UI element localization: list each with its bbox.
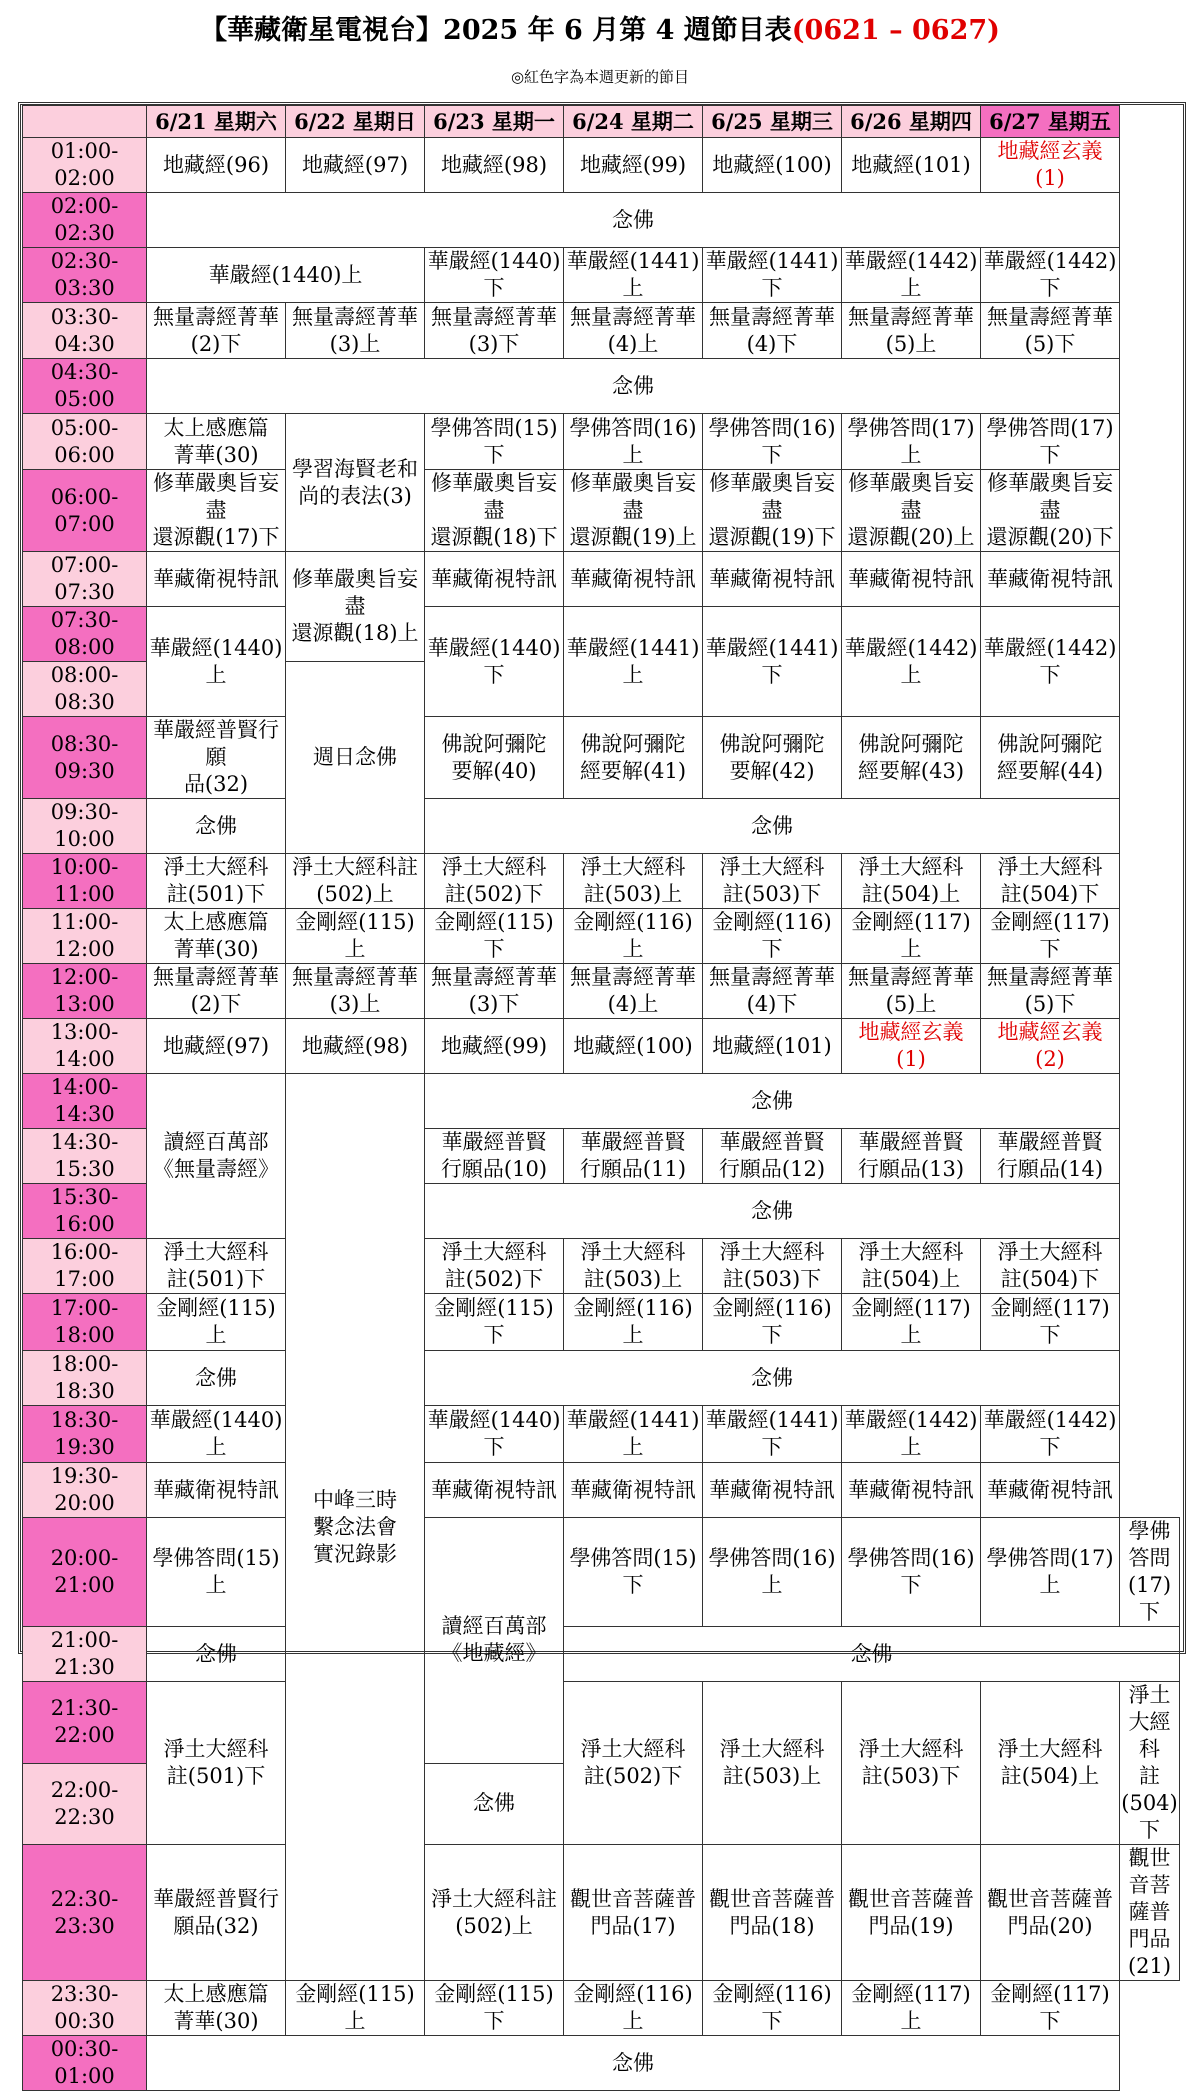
program-cell: 金剛經(115) 上 bbox=[286, 909, 425, 964]
program-cell: 華藏衛視特訊 bbox=[703, 552, 842, 607]
program-cell: 金剛經(116) 下 bbox=[703, 909, 842, 964]
program-cell: 華嚴經普賢 行願品(11) bbox=[564, 1129, 703, 1184]
program-cell: 華嚴經(1440) 下 bbox=[425, 248, 564, 303]
program-cell: 地藏經(100) bbox=[703, 138, 842, 193]
program-cell: 地藏經(101) bbox=[703, 1019, 842, 1074]
time-slot: 22:30-23:30 bbox=[23, 1845, 147, 1981]
time-slot: 18:00-18:30 bbox=[23, 1351, 147, 1406]
program-cell: 佛說阿彌陀 經要解(41) bbox=[564, 717, 703, 799]
table-row bbox=[23, 1351, 1180, 1406]
program-cell: 太上感應篇 菁華(30) bbox=[147, 909, 286, 964]
time-slot: 20:00-21:00 bbox=[23, 1518, 147, 1627]
program-cell: 無量壽經菁華 (5)下 bbox=[981, 964, 1120, 1019]
time-slot: 19:30-20:00 bbox=[23, 1463, 147, 1518]
table-row bbox=[23, 1239, 1180, 1294]
time-slot: 21:00-21:30 bbox=[23, 1627, 147, 1682]
program-cell: 華嚴經普賢 行願品(10) bbox=[425, 1129, 564, 1184]
title-main: 【華藏衛星電視台】2025 年 6 月第 4 週節目表 bbox=[200, 15, 792, 46]
program-cell: 金剛經(117) 上 bbox=[842, 909, 981, 964]
program-cell: 金剛經(116) 上 bbox=[564, 1294, 703, 1351]
program-cell: 淨土大經科 註(504)上 bbox=[981, 1682, 1120, 1845]
table-row bbox=[23, 193, 1180, 248]
program-cell: 修華嚴奧旨妄盡 還源觀(20)下 bbox=[981, 470, 1120, 552]
program-cell: 金剛經(117) 下 bbox=[981, 909, 1120, 964]
table-row bbox=[23, 1294, 1180, 1351]
table-row bbox=[23, 1074, 1180, 1129]
program-cell: 觀世音菩薩普 門品(20) bbox=[981, 1845, 1120, 1981]
table-row bbox=[23, 1981, 1180, 2036]
time-slot: 22:00-22:30 bbox=[23, 1763, 147, 1845]
program-cell: 無量壽經菁華 (3)下 bbox=[425, 964, 564, 1019]
table-row bbox=[23, 248, 1180, 303]
program-cell: 華藏衛視特訊 bbox=[425, 552, 564, 607]
table-row bbox=[23, 414, 1180, 470]
program-cell: 金剛經(117) 上 bbox=[842, 1294, 981, 1351]
program-cell: 念佛 bbox=[425, 799, 1120, 854]
title-range: (0621 – 0627) bbox=[791, 15, 1000, 46]
program-cell: 地藏經(98) bbox=[425, 138, 564, 193]
program-cell: 淨土大經科 註(504)上 bbox=[842, 1239, 981, 1294]
program-cell: 無量壽經菁華 (5)上 bbox=[842, 303, 981, 359]
program-cell: 華嚴經(1442) 下 bbox=[981, 607, 1120, 717]
program-cell: 學佛答問(16) 上 bbox=[564, 414, 703, 470]
table-row bbox=[23, 964, 1180, 1019]
program-cell: 無量壽經菁華 (4)下 bbox=[703, 964, 842, 1019]
table-row bbox=[23, 552, 1180, 607]
time-slot: 07:30-08:00 bbox=[23, 607, 147, 662]
program-cell: 學佛答問(17) 下 bbox=[1120, 1518, 1180, 1627]
program-cell: 淨土大經科 註(501)下 bbox=[147, 1239, 286, 1294]
day-header: 6/23 星期一 bbox=[425, 106, 564, 138]
program-cell: 讀經百萬部 《無量壽經》 bbox=[147, 1074, 286, 1239]
program-cell: 太上感應篇 菁華(30) bbox=[147, 414, 286, 470]
program-cell: 金剛經(117) 上 bbox=[842, 1981, 981, 2036]
program-cell: 華嚴經(1441) 下 bbox=[703, 1406, 842, 1463]
program-cell: 地藏經玄義 (1) bbox=[842, 1019, 981, 1074]
program-cell: 修華嚴奧旨妄盡 還源觀(19)下 bbox=[703, 470, 842, 552]
program-cell: 淨土大經科註 (502)上 bbox=[425, 1845, 564, 1981]
time-slot: 07:00-07:30 bbox=[23, 552, 147, 607]
program-cell: 金剛經(115) 上 bbox=[286, 1981, 425, 2036]
program-cell: 金剛經(116) 下 bbox=[703, 1981, 842, 2036]
time-slot: 13:00-14:00 bbox=[23, 1019, 147, 1074]
program-cell: 淨土大經科 註(504)下 bbox=[981, 854, 1120, 909]
program-cell: 淨土大經科 註(504)下 bbox=[1120, 1682, 1180, 1845]
time-slot: 08:30-09:30 bbox=[23, 717, 147, 799]
program-cell: 學佛答問(16) 上 bbox=[703, 1518, 842, 1627]
program-cell: 學佛答問(16) 下 bbox=[703, 414, 842, 470]
time-slot: 05:00-06:00 bbox=[23, 414, 147, 470]
table-row bbox=[23, 1518, 1180, 1627]
program-cell: 金剛經(117) 下 bbox=[981, 1981, 1120, 2036]
program-cell: 地藏經(99) bbox=[425, 1019, 564, 1074]
program-cell: 淨土大經科 註(503)下 bbox=[842, 1682, 981, 1845]
program-cell: 念佛 bbox=[425, 1351, 1120, 1406]
program-cell: 華嚴經(1440) 上 bbox=[147, 1406, 286, 1463]
program-cell: 念佛 bbox=[425, 1763, 564, 1845]
table-row bbox=[23, 1627, 1180, 1682]
program-cell: 地藏經(97) bbox=[147, 1019, 286, 1074]
program-cell: 修華嚴奧旨妄盡 還源觀(17)下 bbox=[147, 470, 286, 552]
table-row bbox=[23, 799, 1180, 854]
program-cell: 地藏經(100) bbox=[564, 1019, 703, 1074]
program-cell: 華嚴經(1440) 下 bbox=[425, 1406, 564, 1463]
program-cell: 無量壽經菁華 (4)下 bbox=[703, 303, 842, 359]
program-cell: 金剛經(115) 下 bbox=[425, 909, 564, 964]
program-cell: 學習海賢老和 尚的表法(3) bbox=[286, 414, 425, 552]
program-cell: 淨土大經科 註(503)上 bbox=[564, 854, 703, 909]
program-cell: 金剛經(115) 下 bbox=[425, 1981, 564, 2036]
program-cell: 地藏經(98) bbox=[286, 1019, 425, 1074]
program-cell: 念佛 bbox=[147, 2036, 1120, 2091]
day-header: 6/24 星期二 bbox=[564, 106, 703, 138]
program-cell: 華嚴經(1440) 上 bbox=[147, 607, 286, 717]
program-cell: 華藏衛視特訊 bbox=[981, 552, 1120, 607]
program-cell: 學佛答問(17) 上 bbox=[981, 1518, 1120, 1627]
program-cell: 華嚴經(1441) 上 bbox=[564, 248, 703, 303]
program-cell: 念佛 bbox=[147, 799, 286, 854]
program-cell: 淨土大經科 註(502)下 bbox=[564, 1682, 703, 1845]
time-slot: 16:00-17:00 bbox=[23, 1239, 147, 1294]
table-row bbox=[23, 717, 1180, 799]
day-header: 6/21 星期六 bbox=[147, 106, 286, 138]
program-cell: 華藏衛視特訊 bbox=[147, 552, 286, 607]
time-slot: 03:30-04:30 bbox=[23, 303, 147, 359]
header-corner bbox=[23, 106, 147, 138]
program-cell: 無量壽經菁華 (5)上 bbox=[842, 964, 981, 1019]
time-slot: 04:30-05:00 bbox=[23, 359, 147, 414]
day-header: 6/25 星期三 bbox=[703, 106, 842, 138]
program-cell: 觀世音菩薩普 門品(19) bbox=[842, 1845, 981, 1981]
program-cell: 無量壽經菁華 (3)上 bbox=[286, 964, 425, 1019]
table-row bbox=[23, 1682, 1180, 1764]
program-cell: 華藏衛視特訊 bbox=[842, 552, 981, 607]
program-cell: 淨土大經科 註(501)下 bbox=[147, 854, 286, 909]
program-cell: 佛說阿彌陀 經要解(44) bbox=[981, 717, 1120, 799]
program-cell: 學佛答問(15) 下 bbox=[425, 414, 564, 470]
header-row bbox=[23, 106, 1180, 138]
program-cell: 修華嚴奧旨妄盡 還源觀(18)上 bbox=[286, 552, 425, 662]
program-cell: 修華嚴奧旨妄盡 還源觀(19)上 bbox=[564, 470, 703, 552]
program-cell: 華嚴經普賢 行願品(13) bbox=[842, 1129, 981, 1184]
program-cell: 淨土大經科 註(503)下 bbox=[703, 1239, 842, 1294]
program-cell: 念佛 bbox=[564, 1627, 1180, 1682]
table-row bbox=[23, 138, 1180, 193]
program-cell: 華嚴經普賢 行願品(14) bbox=[981, 1129, 1120, 1184]
time-slot: 17:00-18:00 bbox=[23, 1294, 147, 1351]
program-cell: 金剛經(115) 上 bbox=[147, 1294, 286, 1351]
time-slot: 11:00-12:00 bbox=[23, 909, 147, 964]
program-cell: 念佛 bbox=[147, 1627, 286, 1682]
table-row bbox=[23, 1406, 1180, 1463]
program-cell: 華藏衛視特訊 bbox=[425, 1463, 564, 1518]
program-cell: 華藏衛視特訊 bbox=[564, 552, 703, 607]
program-cell: 淨土大經科 註(502)下 bbox=[425, 854, 564, 909]
program-cell: 金剛經(115) 下 bbox=[425, 1294, 564, 1351]
program-cell: 華嚴經普賢 行願品(12) bbox=[703, 1129, 842, 1184]
program-cell: 無量壽經菁華 (3)上 bbox=[286, 303, 425, 359]
program-cell: 念佛 bbox=[147, 193, 1120, 248]
table-row bbox=[23, 359, 1180, 414]
program-cell: 佛說阿彌陀 要解(40) bbox=[425, 717, 564, 799]
program-cell: 金剛經(116) 下 bbox=[703, 1294, 842, 1351]
program-cell: 淨土大經科 註(504)下 bbox=[981, 1239, 1120, 1294]
program-cell: 金剛經(117) 下 bbox=[981, 1294, 1120, 1351]
table-row bbox=[23, 1845, 1180, 1981]
time-slot: 00:30-01:00 bbox=[23, 2036, 147, 2091]
time-slot: 12:00-13:00 bbox=[23, 964, 147, 1019]
program-cell: 華藏衛視特訊 bbox=[564, 1463, 703, 1518]
program-cell: 華藏衛視特訊 bbox=[147, 1463, 286, 1518]
time-slot: 08:00-08:30 bbox=[23, 662, 147, 717]
time-slot: 18:30-19:30 bbox=[23, 1406, 147, 1463]
program-cell: 學佛答問(17) 下 bbox=[981, 414, 1120, 470]
program-cell: 地藏經(99) bbox=[564, 138, 703, 193]
program-cell: 金剛經(116) 上 bbox=[564, 909, 703, 964]
time-slot: 15:30-16:00 bbox=[23, 1184, 147, 1239]
program-cell: 念佛 bbox=[147, 1351, 286, 1406]
program-cell: 學佛答問(17) 上 bbox=[842, 414, 981, 470]
program-cell: 無量壽經菁華 (4)上 bbox=[564, 303, 703, 359]
program-cell: 淨土大經科 註(503)上 bbox=[703, 1682, 842, 1845]
program-cell: 華嚴經(1442) 上 bbox=[842, 1406, 981, 1463]
day-header: 6/22 星期日 bbox=[286, 106, 425, 138]
program-cell: 念佛 bbox=[425, 1074, 1120, 1129]
program-cell: 華嚴經(1441) 上 bbox=[564, 607, 703, 717]
program-cell: 華嚴經(1442) 下 bbox=[981, 248, 1120, 303]
table-row bbox=[23, 1463, 1180, 1518]
program-cell: 華藏衛視特訊 bbox=[703, 1463, 842, 1518]
program-cell: 無量壽經菁華 (4)上 bbox=[564, 964, 703, 1019]
time-slot: 01:00-02:00 bbox=[23, 138, 147, 193]
program-cell: 週日念佛 bbox=[286, 662, 425, 854]
time-slot: 06:00-07:00 bbox=[23, 470, 147, 552]
program-cell: 佛說阿彌陀 要解(42) bbox=[703, 717, 842, 799]
program-cell: 太上感應篇 菁華(30) bbox=[147, 1981, 286, 2036]
program-cell: 華嚴經(1442) 上 bbox=[842, 607, 981, 717]
program-cell: 念佛 bbox=[425, 1184, 1120, 1239]
program-cell: 華藏衛視特訊 bbox=[981, 1463, 1120, 1518]
program-cell: 淨土大經科 註(504)上 bbox=[842, 854, 981, 909]
time-slot: 23:30-00:30 bbox=[23, 1981, 147, 2036]
program-cell: 無量壽經菁華 (2)下 bbox=[147, 303, 286, 359]
program-cell: 學佛答問(15) 上 bbox=[147, 1518, 286, 1627]
program-cell: 讀經百萬部 《地藏經》 bbox=[425, 1518, 564, 1764]
program-cell: 淨土大經科 註(503)上 bbox=[564, 1239, 703, 1294]
program-cell: 無量壽經菁華 (2)下 bbox=[147, 964, 286, 1019]
program-cell: 念佛 bbox=[147, 359, 1120, 414]
program-cell: 觀世音菩薩普 門品(21) bbox=[1120, 1845, 1180, 1981]
day-header: 6/27 星期五 bbox=[981, 106, 1120, 138]
page-subtitle: ◎紅色字為本週更新的節目 bbox=[510, 68, 690, 86]
schedule-table bbox=[22, 105, 1180, 2091]
program-cell: 中峰三時 繫念法會 實況錄影 bbox=[286, 1074, 425, 1981]
time-slot: 02:00-02:30 bbox=[23, 193, 147, 248]
program-cell: 地藏經(101) bbox=[842, 138, 981, 193]
time-slot: 09:30-10:00 bbox=[23, 799, 147, 854]
time-slot: 10:00-11:00 bbox=[23, 854, 147, 909]
program-cell: 華嚴經(1440) 下 bbox=[425, 607, 564, 717]
program-cell: 華嚴經(1442) 下 bbox=[981, 1406, 1120, 1463]
program-cell: 淨土大經科註 (502)上 bbox=[286, 854, 425, 909]
table-row bbox=[23, 2036, 1180, 2091]
program-cell: 華藏衛視特訊 bbox=[842, 1463, 981, 1518]
program-cell: 金剛經(116) 上 bbox=[564, 1981, 703, 2036]
program-cell: 華嚴經普賢行願 品(32) bbox=[147, 717, 286, 799]
program-cell: 淨土大經科 註(502)下 bbox=[425, 1239, 564, 1294]
program-cell: 華嚴經(1442) 上 bbox=[842, 248, 981, 303]
day-header: 6/26 星期四 bbox=[842, 106, 981, 138]
program-cell: 地藏經(96) bbox=[147, 138, 286, 193]
program-cell: 學佛答問(16) 下 bbox=[842, 1518, 981, 1627]
program-cell: 華嚴經(1441) 下 bbox=[703, 607, 842, 717]
program-cell: 學佛答問(15) 下 bbox=[564, 1518, 703, 1627]
table-row bbox=[23, 854, 1180, 909]
program-cell: 華嚴經(1441) 上 bbox=[564, 1406, 703, 1463]
program-cell: 地藏經玄義 (1) bbox=[981, 138, 1120, 193]
program-cell: 華嚴經(1440)上 bbox=[147, 248, 425, 303]
program-cell: 淨土大經科 註(503)下 bbox=[703, 854, 842, 909]
program-cell: 無量壽經菁華 (3)下 bbox=[425, 303, 564, 359]
table-row bbox=[23, 1019, 1180, 1074]
program-cell: 修華嚴奧旨妄盡 還源觀(20)上 bbox=[842, 470, 981, 552]
program-cell: 觀世音菩薩普 門品(18) bbox=[703, 1845, 842, 1981]
page-title bbox=[0, 8, 1200, 47]
program-cell: 觀世音菩薩普 門品(17) bbox=[564, 1845, 703, 1981]
program-cell: 地藏經(97) bbox=[286, 138, 425, 193]
time-slot: 14:00-14:30 bbox=[23, 1074, 147, 1129]
table-row bbox=[23, 909, 1180, 964]
program-cell: 佛說阿彌陀 經要解(43) bbox=[842, 717, 981, 799]
table-row bbox=[23, 303, 1180, 359]
time-slot: 02:30-03:30 bbox=[23, 248, 147, 303]
time-slot: 14:30-15:30 bbox=[23, 1129, 147, 1184]
program-cell: 華嚴經普賢行 願品(32) bbox=[147, 1845, 286, 1981]
time-slot: 21:30-22:00 bbox=[23, 1682, 147, 1764]
program-cell: 華嚴經(1441) 下 bbox=[703, 248, 842, 303]
program-cell: 地藏經玄義 (2) bbox=[981, 1019, 1120, 1074]
program-cell: 修華嚴奧旨妄盡 還源觀(18)下 bbox=[425, 470, 564, 552]
table-row bbox=[23, 607, 1180, 662]
table-row bbox=[23, 470, 1180, 552]
program-cell: 淨土大經科 註(501)下 bbox=[147, 1682, 286, 1845]
program-cell: 無量壽經菁華 (5)下 bbox=[981, 303, 1120, 359]
